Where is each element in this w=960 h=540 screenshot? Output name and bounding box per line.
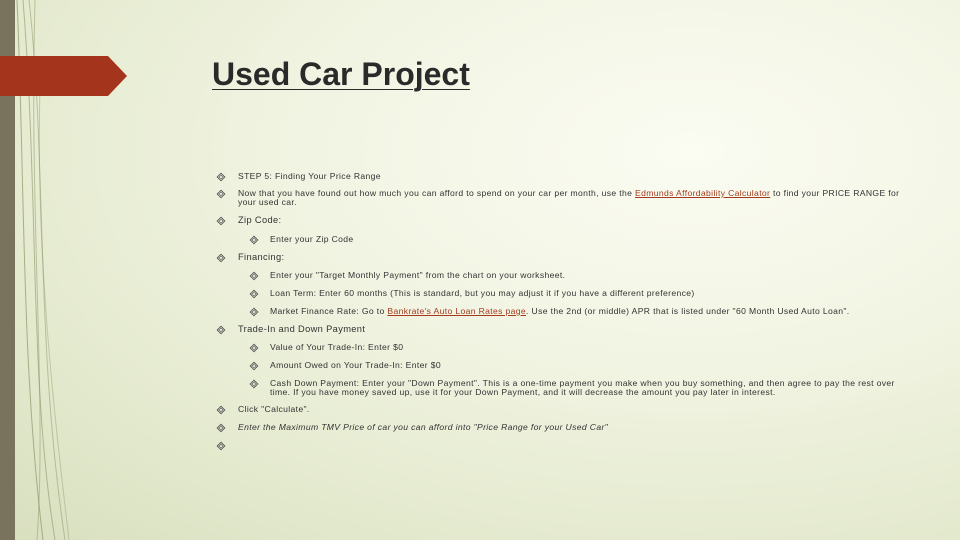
diamond-bullet-icon (216, 423, 226, 433)
tradein-item-owed: Amount Owed on Your Trade-In: Enter $0 (270, 360, 441, 370)
diamond-bullet-icon (216, 189, 226, 199)
financing-item-target: Enter your "Target Monthly Payment" from the chart on your worksheet. (270, 270, 566, 280)
enter-price: Enter the Maximum TMV Price of car you can afford into "Price Range for your Used Car" (238, 422, 609, 432)
diamond-bullet-icon (249, 379, 259, 389)
tradein-heading: Trade-In and Down Payment (238, 324, 366, 334)
financing-item-rate (270, 307, 910, 316)
diamond-bullet-icon (249, 235, 259, 245)
intro-text-end: to find your PRICE RANGE for your used car. (238, 188, 900, 207)
diamond-bullet-icon (216, 405, 226, 415)
diamond-bullet-icon (249, 289, 259, 299)
bankrate-link[interactable]: Bankrate's Auto Loan Rates page (387, 306, 527, 316)
diamond-bullet-icon (216, 216, 226, 226)
step-heading: STEP 5: Finding Your Price Range (238, 171, 381, 181)
rate-text: Market Finance Rate: Go to (270, 306, 388, 316)
tradein-item-value: Value of Your Trade-In: Enter $0 (270, 342, 404, 352)
zip-heading: Zip Code: (238, 215, 282, 225)
diamond-bullet-icon (249, 361, 259, 371)
tradein-item-down-payment: Cash Down Payment: Enter your "Down Payment". This is a one-time payment you make when you buy something, and then agree to pay the rest over time. If you have money saved up, use it for your Down Payment, and it will decrease the amount you pay later in interest. (270, 378, 895, 397)
financing-item-term: Loan Term: Enter 60 months (This is standard, but you may adjust it if you have a different preference) (270, 288, 695, 298)
diamond-bullet-icon (216, 441, 226, 451)
diamond-bullet-icon (216, 325, 226, 335)
click-calculate: Click "Calculate". (238, 404, 310, 414)
rate-text-end: . Use the 2nd (or middle) APR that is listed under "60 Month Used Auto Loan". (526, 306, 850, 316)
edmunds-calculator-link[interactable]: Edmunds Affordability Calculator (635, 188, 771, 198)
diamond-bullet-icon (249, 307, 259, 317)
title-accent-tab (0, 56, 127, 96)
diamond-bullet-icon (216, 172, 226, 182)
diamond-bullet-icon (249, 271, 259, 281)
financing-heading: Financing: (238, 252, 285, 262)
diamond-bullet-icon (216, 253, 226, 263)
slide-title: Used Car Project (212, 56, 470, 92)
diamond-bullet-icon (249, 343, 259, 353)
zip-item: Enter your Zip Code (270, 234, 354, 244)
intro-text: Now that you have found out how much you can afford to spend on your car per month, use the (238, 188, 636, 198)
intro-paragraph (238, 189, 908, 207)
